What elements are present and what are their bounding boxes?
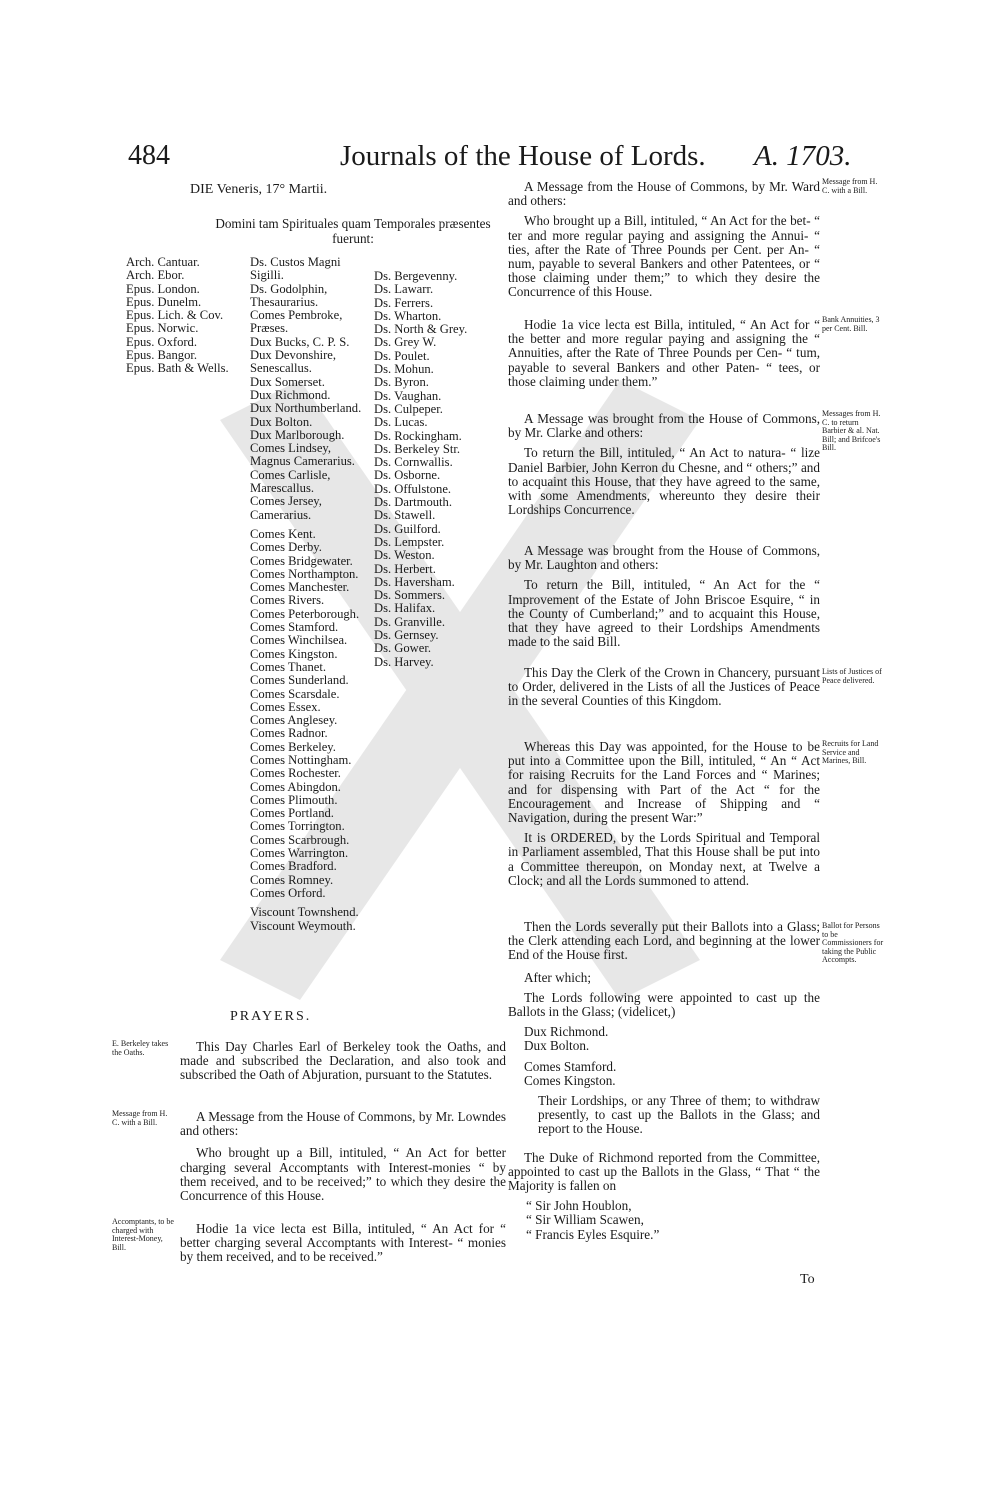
lord-name: Arch. Ebor.	[126, 268, 185, 283]
list-item: “ Sir William Scawen,	[526, 1212, 644, 1228]
temporal-lords-list	[250, 256, 374, 933]
paragraph: A Message was brought from the House of Commons, by Mr. Laughton and others:	[508, 543, 820, 573]
paragraph: Hodie 1a vice lecta est Billa, intituled, “ An Act for “ the better and more regular paying and assigning the “ Annuities, after the Rate of Three Pounds per Cen- “ tum, payable to several Bankers and other Paten- “ tees, or those claiming under them.”	[508, 317, 820, 389]
spiritual-lords-list	[126, 256, 246, 376]
lord-name: Ds. Lempster.	[374, 534, 445, 549]
lord-name: Ds. Lucas.	[374, 415, 428, 430]
lord-name: Comes Anglesey.	[250, 713, 338, 728]
paragraph: This Day Charles Earl of Berkeley took the Oaths, and made and subscribed the Declaration, and also took and subscribed the Oath of Abjuration, pursuant to the Statutes.	[180, 1039, 506, 1083]
lord-name: Dux Somerset.	[250, 374, 325, 389]
lord-name: Comes Manchester.	[250, 580, 350, 595]
lord-name: Ds. Culpeper.	[374, 401, 443, 416]
lord-name: Ds. Grey W.	[374, 335, 437, 350]
lord-name: Ds. Cornwallis.	[374, 455, 453, 470]
lord-name: Comes Derby.	[250, 540, 322, 555]
lord-name: Ds. Byron.	[374, 375, 429, 390]
lord-name: Epus. Bath & Wells.	[126, 361, 229, 376]
lord-name: Dux Marlborough.	[250, 427, 345, 442]
lord-name: Ds. Weston.	[374, 548, 435, 563]
paragraph: After which;	[524, 969, 592, 985]
page-number: 484	[128, 140, 170, 171]
lord-name: Ds. Dartmouth.	[374, 495, 453, 510]
lord-name: Ds. Mohun.	[374, 362, 434, 377]
lord-name: Comes Romney.	[250, 872, 334, 887]
lord-name: Comes Sunderland.	[250, 673, 349, 688]
lord-name: Comes Nottingham.	[250, 752, 352, 767]
list-item: Dux Bolton.	[524, 1038, 590, 1054]
elected-list	[508, 1199, 820, 1242]
lord-name: Ds. Vaughan.	[374, 388, 442, 403]
lord-name: Comes Torrington.	[250, 819, 345, 834]
paragraph: Hodie 1a vice lecta est Billa, intituled, “ An Act for “ better charging several Accomptants with Interest- “ monies by them received, and to be received.”	[180, 1221, 506, 1265]
paragraph: Who brought up a Bill, intituled, “ An Act for the bet- “ ter and more regular paying and assigning the Annui- “ ties, after the Rate of Three Pounds per Cent. per An- “ num, payable to several Bankers and other Patentees, or “ those claiming under them;” to which they desire the Concurrence of this House.	[508, 213, 820, 300]
lord-name: Comes Scarsdale.	[250, 686, 340, 701]
lord-name: Ds. Custos Magni Sigilli.	[250, 255, 341, 283]
lord-name: Dux Bolton.	[250, 414, 313, 429]
lord-name: Viscount Weymouth.	[250, 918, 356, 933]
lord-name: Ds. Rockingham.	[374, 428, 462, 443]
lord-name: Ds. Offulstone.	[374, 481, 452, 496]
lord-name: Comes Berkeley.	[250, 739, 336, 754]
margin-note: Bank Annuities, 3 per Cent. Bill.	[822, 315, 880, 333]
lord-name: Comes Bridgewater.	[250, 553, 353, 568]
lord-name: Ds. Guilford.	[374, 521, 441, 536]
margin-note: Accomptants, to be charged with Interest-Money, Bill.	[112, 1217, 174, 1252]
lord-name: Ds. Wharton.	[374, 308, 442, 323]
margin-note: E. Berkeley takes the Oaths.	[112, 1039, 169, 1057]
lord-name: Comes Warrington.	[250, 846, 349, 861]
lord-name: Comes Bradford.	[250, 859, 337, 874]
lord-name: Ds. Osborne.	[374, 468, 441, 483]
paragraph: The Lords following were appointed to cast up the Ballots in the Glass; (videlicet,)	[508, 989, 820, 1020]
lord-name: Ds. Godolphin, Thesaurarius.	[250, 281, 328, 309]
page-title: Journals of the House of Lords.	[340, 140, 706, 172]
lord-name: Ds. Berkeley Str.	[374, 441, 461, 456]
lord-name: Comes Scarbrough.	[250, 832, 350, 847]
lord-name: Comes Winchilsea.	[250, 633, 348, 648]
list-item: “ Francis Eyles Esquire.”	[526, 1226, 660, 1242]
lord-name: Comes Essex.	[250, 699, 321, 714]
paragraph: A Message from the House of Commons, by Mr. Lowndes and others:	[180, 1109, 506, 1139]
margin-note: Lists of Justices of Peace delivered.	[822, 667, 882, 685]
lord-name: Ds. North & Grey.	[374, 322, 468, 337]
lord-name: Comes Rochester.	[250, 766, 341, 781]
paragraph: Their Lordships, or any Three of them; to withdraw presently, to cast up the Ballots in the Glass; and report to the House.	[538, 1093, 820, 1137]
lord-name: Epus. Dunelm.	[126, 294, 202, 309]
list-item: Comes Kingston.	[524, 1072, 616, 1088]
margin-note: Message from H. C. with a Bill.	[822, 177, 878, 195]
lord-name: Comes Lindsey, Magnus Camerarius.	[250, 441, 355, 469]
lord-name: Comes Abingdon.	[250, 779, 341, 794]
lord-name: Comes Stamford.	[250, 620, 339, 635]
lord-name: Ds. Halifax.	[374, 601, 436, 616]
lord-name: Comes Rivers.	[250, 593, 325, 608]
paragraph: Then the Lords severally put their Ballots into a Glass; the Clerk attending each Lord, and beginning at the lower End of the House first.	[508, 919, 820, 963]
paragraph: To return the Bill, intituled, “ An Act to natura- “ lize Daniel Barbier, John Kerron du Chesne, and “ others;” and to acquaint this House, that they have agreed to the same, with some Amendments, whereunto they desire their Lordships Concurrence.	[508, 445, 820, 518]
lord-name: Epus. Lich. & Cov.	[126, 308, 224, 323]
lord-name: Comes Radnor.	[250, 726, 328, 741]
lord-name: Ds. Bergevenny.	[374, 269, 458, 283]
paragraph: A Message from the House of Commons, by Mr. Ward and others:	[508, 179, 820, 209]
lord-name: Ds. Poulet.	[374, 348, 430, 363]
lord-name: Dux Bucks, C. P. S.	[250, 334, 350, 349]
lord-name: Comes Kingston.	[250, 646, 338, 661]
lord-name: Epus. London.	[126, 281, 200, 296]
paragraph: The Duke of Richmond reported from the Committee, appointed to cast up the Ballots in the Glass, “ That “ the Majority is fallen on	[508, 1149, 820, 1194]
lord-name: Ds. Herbert.	[374, 561, 436, 576]
lord-name: Ds. Harvey.	[374, 654, 434, 669]
session-date: DIE Veneris, 17° Martii.	[190, 182, 328, 197]
paragraph: A Message was brought from the House of Commons, by Mr. Clarke and others:	[508, 411, 820, 441]
lord-name: Comes Northampton.	[250, 566, 359, 581]
margin-note: Recruits for Land Service and Marines, Bill.	[822, 739, 879, 765]
lord-name: Ds. Stawell.	[374, 508, 436, 523]
lord-name: Dux Northumberland.	[250, 401, 362, 416]
lord-name: Comes Thanet.	[250, 659, 327, 674]
margin-note: Ballot for Persons to be Commissioners for taking the Public Accompts.	[822, 921, 884, 964]
tellers-list	[508, 1025, 820, 1088]
list-item: Comes Stamford.	[524, 1058, 617, 1074]
lord-name: Ds. Ferrers.	[374, 295, 434, 310]
margin-note: Message from H. C. with a Bill.	[112, 1109, 168, 1127]
lord-name: Ds. Haversham.	[374, 574, 455, 589]
margin-note: Messages from H. C. to return Barbier & al. Nat. Bill; and Brifcoe's Bill.	[822, 409, 881, 452]
prayers-heading: PRAYERS.	[230, 1009, 312, 1024]
barons-list	[374, 270, 494, 669]
lord-name: Ds. Granville.	[374, 614, 445, 629]
lord-name: Ds. Lawarr.	[374, 282, 434, 297]
lord-name: Epus. Bangor.	[126, 348, 198, 363]
lord-name: Comes Kent.	[250, 526, 316, 541]
lord-name: Ds. Sommers.	[374, 588, 446, 603]
paragraph: It is ORDERED, by the Lords Spiritual and Temporal in Parliament assembled, That this House shall be put into a Committee thereupon, on Monday next, at Twelve a Clock; and all the Lords summoned to attend.	[508, 830, 820, 888]
lord-name: Ds. Gernsey.	[374, 628, 439, 643]
lord-name: Comes Orford.	[250, 885, 326, 900]
page-year: A. 1703.	[754, 140, 852, 172]
lord-name: Ds. Gower.	[374, 641, 432, 656]
lord-name: Dux Devonshire, Senescallus.	[250, 348, 337, 376]
paragraph: To return the Bill, intituled, “ An Act for the “ Improvement of the Estate of John Briscoe Esquire, “ in the County of Cumberland;” and to acquaint this House, that they have agreed to their Lordships Amendments made to the said Bill.	[508, 577, 820, 650]
lord-name: Epus. Norwic.	[126, 321, 199, 336]
list-item: “ Sir John Houblon,	[526, 1198, 632, 1214]
catchword: To	[800, 1272, 815, 1287]
lord-name: Comes Pembroke, Præses.	[250, 308, 343, 336]
lord-name: Viscount Townshend.	[250, 905, 359, 920]
list-item: Dux Richmond.	[524, 1024, 609, 1040]
lord-name: Comes Jersey, Camerarius.	[250, 494, 322, 522]
lord-name: Dux Richmond.	[250, 387, 331, 402]
lord-name: Comes Peterborough.	[250, 606, 360, 621]
paragraph: Whereas this Day was appointed, for the House to be put into a Committee upon the Bill, intituled, “ An “ Act for raising Recruits for the Land Forces and “ Marines; and for dispensing with Part of the Act “ for the Encouragement and Increase of Shipping and “ Navigation, during the present War:”	[508, 739, 820, 826]
paragraph: This Day the Clerk of the Crown in Chancery, pursuant to Order, delivered in the Lists of all the Justices of Peace in the several Counties of this Kingdom.	[508, 665, 820, 709]
lord-name: Arch. Cantuar.	[126, 255, 200, 269]
lord-name: Epus. Oxford.	[126, 334, 198, 349]
lord-name: Comes Plimouth.	[250, 792, 338, 807]
present-intro: Domini tam Spirituales quam Temporales præsentes fuerunt:	[215, 216, 491, 246]
lord-name: Comes Carlisle, Marescallus.	[250, 467, 331, 496]
paragraph: Who brought up a Bill, intituled, “ An Act for better charging several Accomptants with Interest-monies “ by them received, and to be received;” to which they desire the Concurrence of this House.	[180, 1145, 506, 1204]
lord-name: Comes Portland.	[250, 806, 334, 821]
